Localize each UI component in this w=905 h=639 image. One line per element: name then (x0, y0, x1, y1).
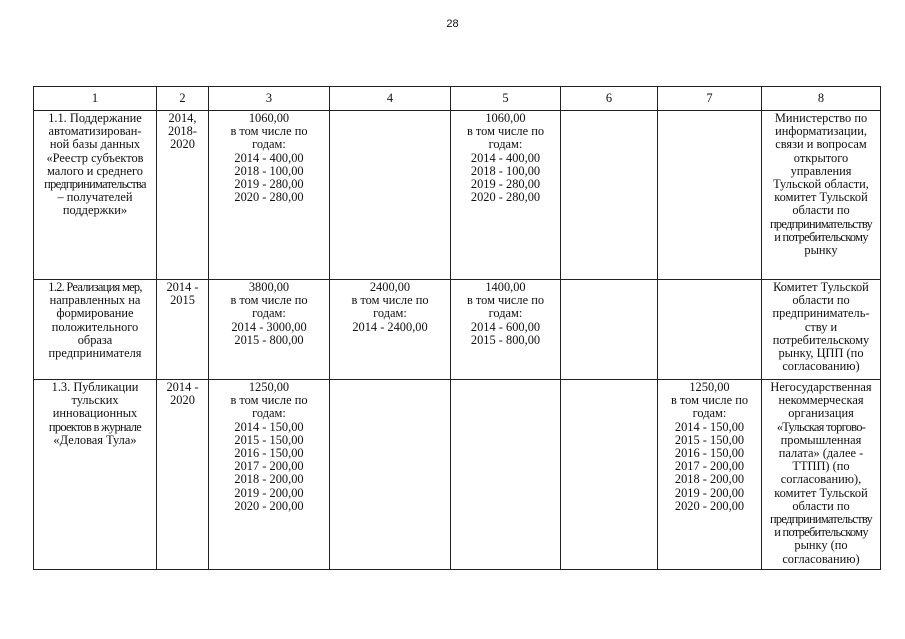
cell-line: 1.3. Публикации (51, 380, 139, 394)
cell-line: 2017 - 200,00 (234, 459, 304, 474)
cell-line: 2020 - 280,00 (234, 190, 304, 205)
cell-line: 2019 - 200,00 (674, 485, 745, 500)
cell-line: согласованию) (782, 551, 860, 566)
table-cell (330, 280, 451, 380)
cell-line: 1250,00 (689, 380, 730, 394)
table-cell (209, 111, 330, 280)
cell-line: ТТПП) (по (792, 459, 850, 474)
header-cell: 2 (157, 87, 209, 111)
cell-line: 2014 - (166, 380, 199, 394)
cell-line: 2014 - 3000,00 (231, 319, 307, 334)
cell-line: согласованию) (782, 359, 860, 374)
cell-line: Комитет Тульской (773, 280, 869, 294)
cell-line: 2020 (170, 393, 195, 408)
cell-line: рынку (по (794, 538, 848, 553)
cell-line: годам: (252, 406, 286, 421)
header-cell: 8 (762, 87, 881, 111)
cell-line: в том числе по (466, 124, 545, 139)
cell-line: 2015 - 800,00 (234, 332, 304, 347)
table-row (34, 111, 881, 280)
cell-line: в том числе по (670, 393, 749, 408)
cell-line: в том числе по (351, 293, 429, 308)
header-row (34, 87, 881, 111)
cell-line: открытого (793, 150, 849, 165)
cell-line: годам: (692, 406, 727, 421)
cell-line: управления (790, 163, 852, 178)
cell-line: и потребительскому (774, 525, 868, 540)
cell-line: автоматизирован- (48, 124, 142, 139)
table-cell (658, 111, 762, 280)
table-cell (209, 380, 330, 570)
table-cell (762, 380, 881, 570)
cell-line: в том числе по (466, 293, 545, 308)
cell-line: 3800,00 (248, 280, 290, 294)
cell-line: 2018 - 200,00 (234, 472, 304, 487)
table-row (34, 380, 881, 570)
table-cell (561, 111, 658, 280)
header-cell: 1 (34, 87, 157, 111)
cell-line: предпринимательству (769, 216, 873, 231)
cell-line: и потребительскому (774, 229, 868, 244)
table-row (34, 280, 881, 380)
cell-line: Тульской области, (773, 177, 869, 192)
budget-table (33, 86, 881, 570)
cell-line: годам: (373, 306, 407, 321)
cell-line: предпринимателя (48, 346, 142, 361)
header-cell: 5 (451, 87, 561, 111)
cell-line: Министерство по (774, 111, 868, 125)
table-cell (330, 111, 451, 280)
cell-line: 2015 - 800,00 (470, 332, 541, 347)
cell-line: формирование (56, 306, 134, 321)
table-cell (561, 280, 658, 380)
cell-line: 2017 - 200,00 (674, 459, 745, 474)
cell-line: 2015 - 150,00 (674, 432, 745, 447)
cell-line: 2018 - 100,00 (234, 163, 304, 178)
cell-line: рынку, ЦПП (по (778, 346, 864, 361)
table-cell (157, 280, 209, 380)
cell-line: «Деловая Тула» (53, 432, 137, 447)
table-cell (209, 280, 330, 380)
cell-line: 2019 - 280,00 (470, 177, 541, 192)
cell-line: 2016 - 150,00 (234, 446, 304, 461)
cell-line: 2400,00 (369, 280, 411, 294)
cell-line: предприниматель- (772, 306, 870, 321)
cell-line: области по (792, 498, 850, 513)
cell-line: поддержки» (62, 203, 128, 218)
table-cell (451, 111, 561, 280)
cell-line: тульских (71, 393, 119, 408)
cell-line: 2020 - 280,00 (470, 190, 541, 205)
cell-line: 1.1. Поддержание (48, 111, 142, 125)
cell-line: 1.2. Реализация мер, (48, 280, 142, 294)
table-cell (451, 280, 561, 380)
table-cell (34, 380, 157, 570)
cell-line: 1400,00 (485, 280, 526, 294)
header-cell: 7 (658, 87, 762, 111)
cell-line: 2014 - 150,00 (234, 419, 304, 434)
cell-line: 2020 - 200,00 (234, 498, 304, 513)
cell-line: Негосударственная (770, 380, 872, 394)
cell-line: 2019 - 200,00 (234, 485, 304, 500)
cell-line: 1250,00 (248, 380, 290, 394)
table-cell (330, 380, 451, 570)
cell-line: 1060,00 (248, 111, 290, 125)
cell-line: годам: (252, 137, 286, 152)
cell-line: 2020 (170, 137, 195, 152)
cell-line: 2020 - 200,00 (674, 498, 745, 513)
cell-line: предпринимательства (44, 177, 146, 192)
cell-line: 2014 - 400,00 (234, 150, 304, 165)
cell-line: 2016 - 150,00 (674, 446, 745, 461)
cell-line: области по (792, 203, 850, 218)
cell-line: 2018 - 200,00 (674, 472, 745, 487)
cell-line: 2014, (168, 111, 197, 125)
cell-line: 2014 - 600,00 (470, 319, 541, 334)
table-cell (658, 380, 762, 570)
cell-line: 2015 (170, 293, 195, 308)
cell-line: палата» (далее - (778, 446, 864, 461)
table-cell (34, 111, 157, 280)
cell-line: комитет Тульской (774, 485, 868, 500)
table-cell (34, 280, 157, 380)
table-cell (157, 111, 209, 280)
cell-line: годам: (488, 306, 523, 321)
cell-line: ству и (804, 319, 838, 334)
cell-line: комитет Тульской (774, 190, 868, 205)
cell-line: согласованию), (780, 472, 862, 487)
table-cell (157, 380, 209, 570)
cell-line: 2014 - 400,00 (470, 150, 541, 165)
page-number: 28 (446, 18, 459, 30)
table-cell (658, 280, 762, 380)
cell-line: в том числе по (230, 393, 308, 408)
cell-line: 1060,00 (485, 111, 526, 125)
table-cell (762, 111, 881, 280)
cell-line: некоммерческая (778, 393, 864, 408)
cell-line: годам: (252, 306, 286, 321)
cell-line: информатизации, (775, 124, 867, 139)
cell-line: промышленная (780, 432, 862, 447)
cell-line: годам: (488, 137, 523, 152)
cell-line: в том числе по (230, 124, 308, 139)
cell-line: 2015 - 150,00 (234, 432, 304, 447)
cell-line: связи и вопросам (775, 137, 867, 152)
cell-line: ной базы данных (49, 137, 141, 152)
cell-line: «Реестр субъектов (46, 150, 144, 165)
cell-line: проектов в журнале (48, 419, 142, 434)
cell-line: 2018 - 100,00 (470, 163, 541, 178)
cell-line: предпринимательству (769, 512, 873, 527)
cell-line: 2019 - 280,00 (234, 177, 304, 192)
cell-line: потребительскому (772, 332, 870, 347)
cell-line: организация (788, 406, 854, 421)
header-cell: 6 (561, 87, 658, 111)
cell-line: положительного (51, 319, 139, 334)
header-cell: 3 (209, 87, 330, 111)
cell-line: в том числе по (230, 293, 308, 308)
cell-line: рынку (804, 243, 838, 258)
table-cell (451, 380, 561, 570)
header-cell: 4 (330, 87, 451, 111)
cell-line: малого и среднего (47, 163, 143, 178)
cell-line: области по (792, 293, 850, 308)
cell-line: – получателей (57, 190, 133, 205)
cell-line: «Тульская торгово- (776, 419, 866, 434)
cell-line: 2014 - (166, 280, 199, 294)
cell-line: 2014 - 150,00 (674, 419, 745, 434)
cell-line: образа (77, 332, 113, 347)
table-cell (762, 280, 881, 380)
cell-line: 2014 - 2400,00 (352, 319, 428, 334)
table-cell (561, 380, 658, 570)
cell-line: направленных на (49, 293, 141, 308)
cell-line: 2018- (168, 124, 197, 139)
cell-line: инновационных (52, 406, 138, 421)
